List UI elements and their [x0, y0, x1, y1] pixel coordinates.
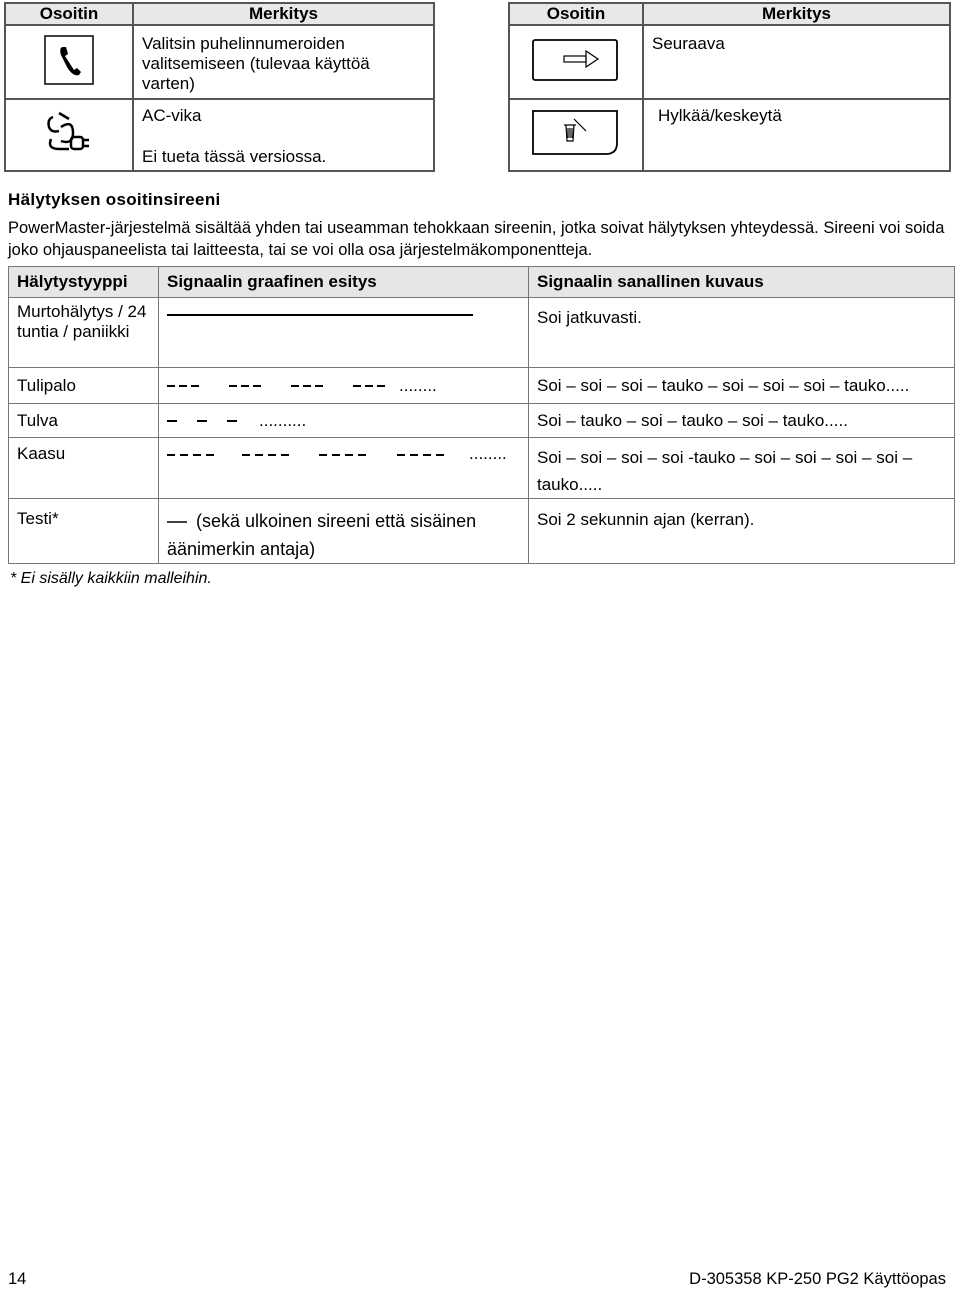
ac-plug-fault-icon [43, 109, 95, 157]
table-row [9, 499, 955, 564]
continuous-signal-graphic [167, 308, 477, 322]
signal-description: Soi – soi – soi – tauko – soi – soi – soi – tauko..... [529, 368, 955, 404]
column-header-meaning: Merkitys [133, 3, 434, 25]
table-row [9, 298, 955, 368]
siren-signal-table [8, 266, 955, 564]
gas-signal-graphic [167, 448, 469, 462]
column-header-indicator: Osoitin [5, 3, 133, 25]
indicator-table-right [508, 2, 951, 172]
fire-signal-graphic [167, 379, 399, 393]
alarm-type: Testi* [9, 499, 159, 564]
signal-description: Soi – tauko – soi – tauko – soi – tauko..... [529, 404, 955, 438]
indicator-icon-cell [5, 99, 133, 171]
column-header-graphic: Signaalin graafinen esitys [159, 267, 529, 298]
alarm-type: Tulva [9, 404, 159, 438]
table-row [9, 368, 955, 404]
indicator-meaning: Hylkää/keskeytä [643, 99, 950, 171]
table-row [9, 404, 955, 438]
pattern-continuation: ........ [469, 444, 507, 463]
flood-signal-graphic [167, 414, 259, 428]
footnote: * Ei sisälly kaikkiin malleihin. [10, 570, 212, 587]
signal-description: Soi 2 sekunnin ajan (kerran). [529, 499, 955, 564]
column-header-meaning: Merkitys [643, 3, 950, 25]
signal-graphic-cell [159, 499, 529, 564]
indicator-meaning: AC-vika [142, 106, 202, 125]
document-title: D-305358 KP-250 PG2 Käyttöopas [689, 1270, 946, 1288]
section-title: Hälytyksen osoitinsireeni [8, 190, 221, 209]
pattern-continuation: ........ [399, 375, 437, 395]
trash-cancel-key-icon [530, 107, 622, 159]
phone-handset-icon [43, 34, 95, 86]
indicator-icon-cell [509, 25, 643, 99]
indicator-icon-cell [5, 25, 133, 99]
alarm-type: Tulipalo [9, 368, 159, 404]
column-header-alarm-type: Hälytystyyppi [9, 267, 159, 298]
test-signal-note: (sekä ulkoinen sireeni että sisäinen äänimerkin antaja) [167, 511, 477, 559]
indicator-icon-cell [509, 99, 643, 171]
section-paragraph: PowerMaster-järjestelmä sisältää yhden tai useamman tehokkaan sireenin, jotka soivat hälytyksen yhteydessä. Sireeni voi soida joko ohjauspaneelista tai laitteesta, tai se voi olla osa järjestelmäkomponentteja. [8, 219, 945, 259]
signal-graphic-cell [159, 298, 529, 368]
alarm-type: Kaasu [9, 438, 159, 499]
table-header-row [9, 267, 955, 298]
indicator-note: Ei tueta tässä versiossa. [142, 147, 327, 166]
signal-graphic-cell [159, 404, 529, 438]
pattern-continuation: .......... [259, 410, 307, 430]
signal-graphic-cell [159, 438, 529, 499]
indicator-meaning: Seuraava [643, 25, 950, 99]
table-row [9, 438, 955, 499]
page-number: 14 [8, 1270, 27, 1288]
column-header-description: Signaalin sanallinen kuvaus [529, 267, 955, 298]
alarm-type: Murtohälytys / 24 tuntia / paniikki [9, 298, 159, 368]
test-signal-graphic [167, 515, 191, 529]
indicator-meaning: Valitsin puhelinnumeroiden valitsemiseen (tulevaa käyttöä varten) [133, 25, 434, 99]
signal-description: Soi jatkuvasti. [529, 298, 955, 368]
indicator-meaning-cell [133, 99, 434, 171]
signal-graphic-cell [159, 368, 529, 404]
column-header-indicator: Osoitin [509, 3, 643, 25]
signal-description: Soi – soi – soi – soi -tauko – soi – soi – soi – soi – tauko..... [529, 438, 955, 499]
next-arrow-key-icon [530, 35, 622, 85]
indicator-table-left [4, 2, 435, 172]
